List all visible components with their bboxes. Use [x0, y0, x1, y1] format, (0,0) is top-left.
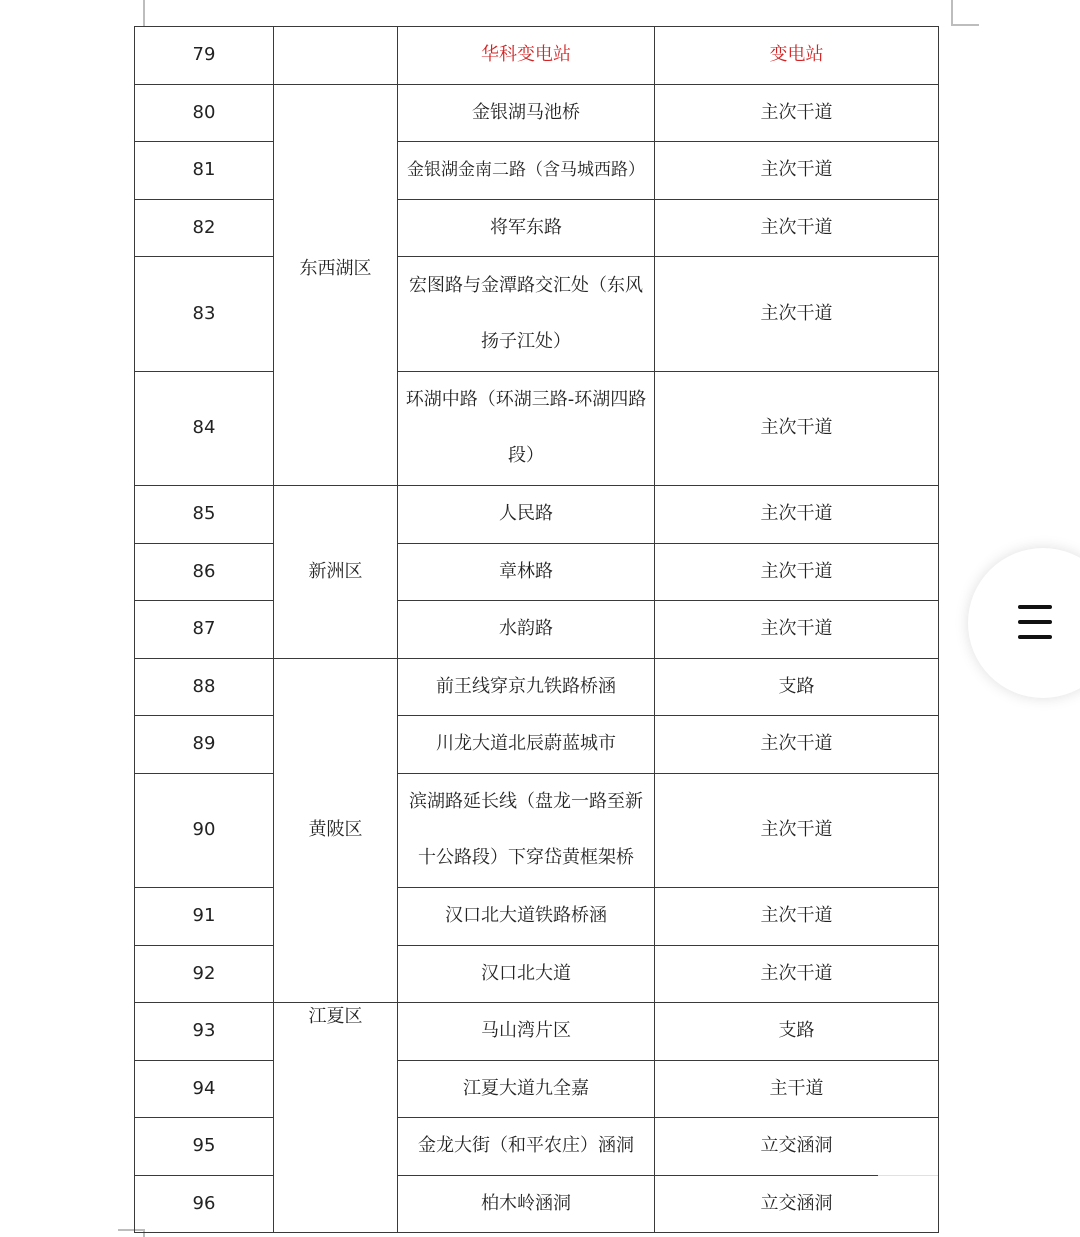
table-row	[135, 945, 939, 1003]
row-number: 92	[135, 945, 274, 1003]
category-cell: 主次干道	[655, 888, 939, 946]
table-row	[135, 716, 939, 774]
table-row	[135, 27, 939, 85]
location-cell: 章林路	[398, 543, 655, 601]
category-cell: 主次干道	[655, 199, 939, 257]
location-cell: 前王线穿京九铁路桥涵	[398, 658, 655, 716]
table-row	[135, 601, 939, 659]
row-number: 84	[135, 371, 274, 486]
location-cell: 汉口北大道	[398, 945, 655, 1003]
location-cell: 环湖中路（环湖三路-环湖四路段）	[398, 371, 655, 486]
row-number: 80	[135, 84, 274, 142]
category-cell: 主次干道	[655, 142, 939, 200]
table-row	[135, 84, 939, 142]
district-cell	[274, 84, 398, 486]
table-row	[135, 888, 939, 946]
table-row	[135, 371, 939, 486]
category-cell: 主次干道	[655, 945, 939, 1003]
row-number: 79	[135, 27, 274, 85]
location-cell: 华科变电站	[398, 27, 655, 85]
category-cell: 变电站	[655, 27, 939, 85]
row-number: 82	[135, 199, 274, 257]
district-cell	[274, 1003, 398, 1233]
district-cell: 新洲区	[274, 486, 398, 659]
row-number: 81	[135, 142, 274, 200]
category-cell: 主次干道	[655, 257, 939, 372]
category-cell: 主次干道	[655, 773, 939, 888]
location-cell: 川龙大道北辰蔚蓝城市	[398, 716, 655, 774]
location-cell: 金龙大街（和平农庄）涵洞	[398, 1118, 655, 1176]
location-cell: 汉口北大道铁路桥涵	[398, 888, 655, 946]
category-cell: 主次干道	[655, 716, 939, 774]
location-cell: 金银湖金南二路（含马城西路）	[398, 142, 655, 200]
location-cell: 马山湾片区	[398, 1003, 655, 1061]
floating-menu-button[interactable]	[968, 548, 1080, 698]
location-cell: 柏木岭涵洞	[398, 1175, 655, 1233]
category-cell: 主次干道	[655, 543, 939, 601]
table-row	[135, 1060, 939, 1118]
watermark-patch	[878, 1162, 938, 1202]
table-row	[135, 658, 939, 716]
row-number: 91	[135, 888, 274, 946]
row-number: 94	[135, 1060, 274, 1118]
district-label: 江夏区	[308, 1006, 363, 1027]
category-cell: 主次干道	[655, 84, 939, 142]
category-cell: 支路	[655, 1003, 939, 1061]
drainage-point-table	[134, 26, 939, 1233]
district-cell	[274, 27, 398, 85]
category-cell: 立交涵洞	[655, 1118, 939, 1176]
location-cell: 滨湖路延长线（盘龙一路至新十公路段）下穿岱黄框架桥	[398, 773, 655, 888]
table-row	[135, 1118, 939, 1176]
table-row	[135, 257, 939, 372]
location-cell: 金银湖马池桥	[398, 84, 655, 142]
row-number: 96	[135, 1175, 274, 1233]
table-row	[135, 199, 939, 257]
location-cell: 将军东路	[398, 199, 655, 257]
location-cell: 宏图路与金潭路交汇处（东风扬子江处）	[398, 257, 655, 372]
category-cell: 支路	[655, 658, 939, 716]
row-number: 95	[135, 1118, 274, 1176]
row-number: 90	[135, 773, 274, 888]
row-number: 86	[135, 543, 274, 601]
crop-mark-top-right-h	[953, 24, 979, 26]
district-label: 东西湖区	[299, 257, 372, 279]
row-number: 87	[135, 601, 274, 659]
table-row	[135, 1003, 939, 1061]
table-row	[135, 543, 939, 601]
district-cell: 黄陂区	[274, 658, 398, 1003]
row-number: 88	[135, 658, 274, 716]
table-row	[135, 773, 939, 888]
location-cell: 水韵路	[398, 601, 655, 659]
row-number: 85	[135, 486, 274, 544]
row-number: 83	[135, 257, 274, 372]
crop-mark-top-right	[951, 0, 953, 26]
table-row	[135, 142, 939, 200]
crop-mark-top-left	[143, 0, 145, 26]
category-cell: 主干道	[655, 1060, 939, 1118]
category-cell: 主次干道	[655, 601, 939, 659]
category-cell: 立交涵洞	[655, 1175, 939, 1233]
location-cell: 人民路	[398, 486, 655, 544]
category-cell: 主次干道	[655, 486, 939, 544]
table-row	[135, 486, 939, 544]
row-number: 93	[135, 1003, 274, 1061]
category-cell: 主次干道	[655, 371, 939, 486]
table-row	[135, 1175, 939, 1233]
row-number: 89	[135, 716, 274, 774]
location-cell: 江夏大道九全嘉	[398, 1060, 655, 1118]
